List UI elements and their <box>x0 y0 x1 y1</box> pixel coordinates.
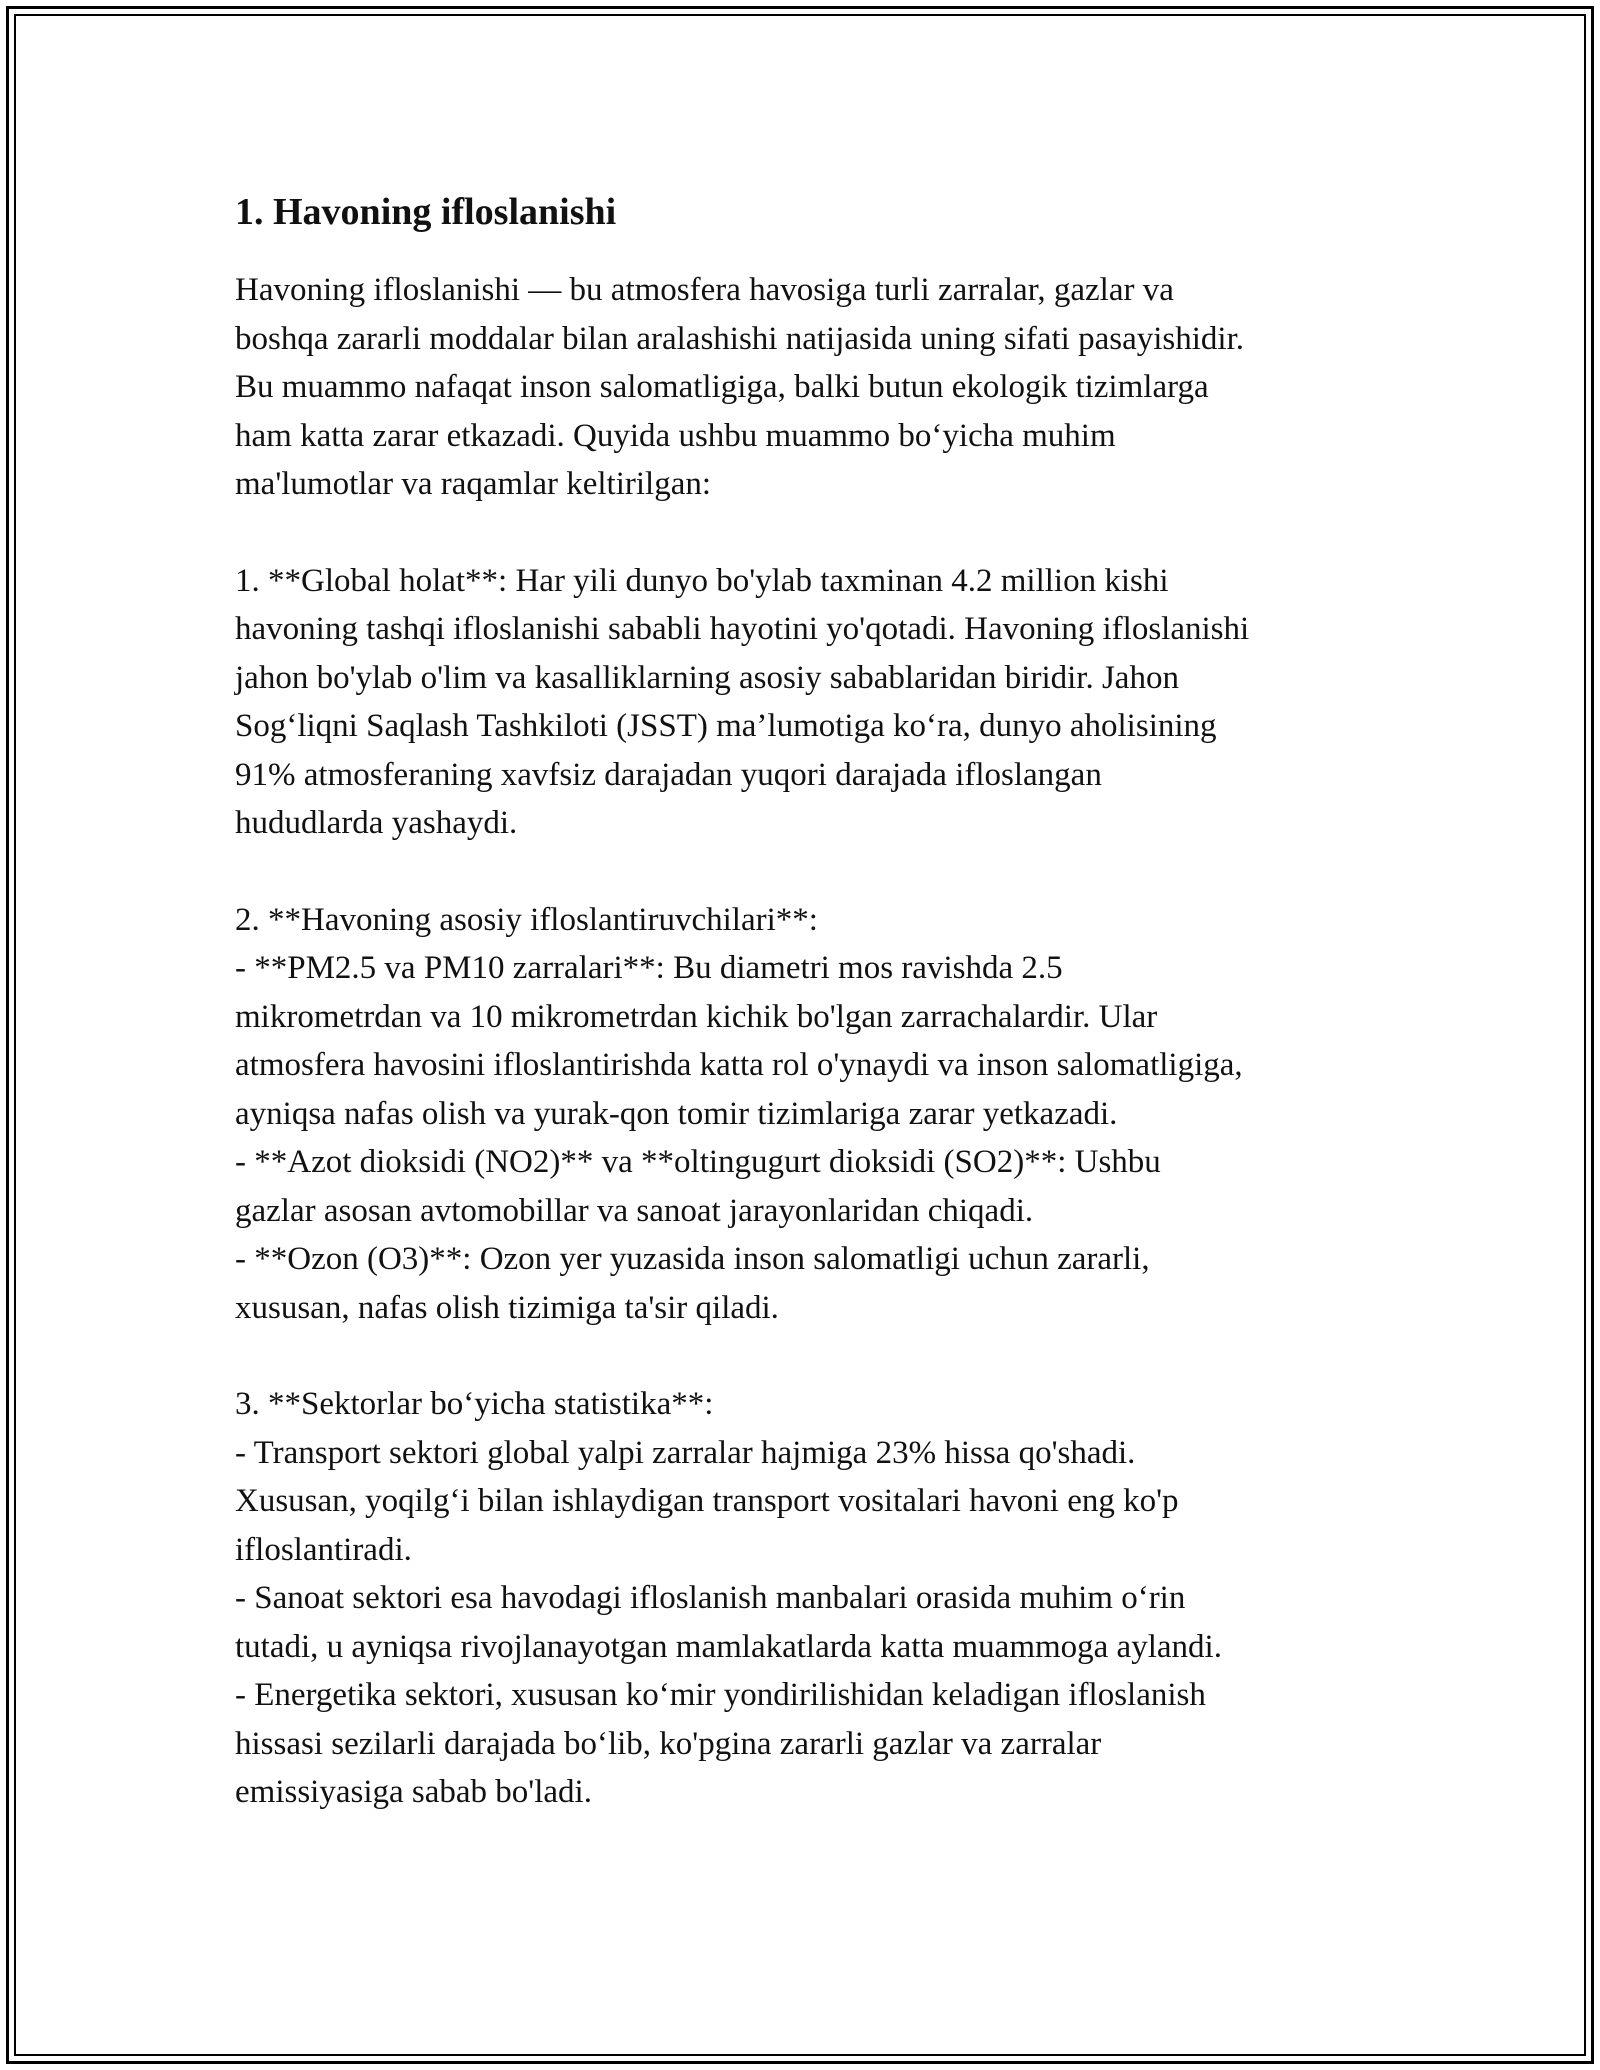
paragraph-gap <box>235 848 1385 896</box>
section-sector-statistics: 3. **Sektorlar bo‘yicha statistika**: - Transport sektori global yalpi zarralar hajmiga 23% hissa qo'shadi. Xususan, yoqilg‘i bilan ishlaydigan transport vositalari havoni eng ko'p ifloslantiradi. - Sanoat sektori esa havodagi ifloslanish manbalari orasida muhim o‘rin tutadi, u ayniqsa rivojlanayotgan mamlakatlarda katta muammoga aylandi. - Energetika sektori, xususan ko‘mir yondirilishidan keladigan ifloslanish hissasi sezilarli darajada bo‘lib, ko'pgina zararli gazlar va zarralar emissiyasiga sabab bo'ladi. <box>235 1386 1222 1810</box>
document-body <box>235 188 1385 1817</box>
section-main-pollutants: 2. **Havoning asosiy ifloslantiruvchilari**: - **PM2.5 va PM10 zarralari**: Bu diametri mos ravishda 2.5 mikrometrdan va 10 mikrometrdan kichik bo'lgan zarrachalardir. Ular atmosfera havosini ifloslantirishda katta rol o'ynaydi va inson salomatligiga, ayniqsa nafas olish va yurak-qon tomir tizimlariga zarar yetkazadi. - **Azot dioksidi (NO2)** va **oltingugurt dioksidi (SO2)**: Ushbu gazlar asosan avtomobillar va sanoat jarayonlaridan chiqadi. - **Ozon (O3)**: Ozon yer yuzasida inson salomatligi uchun zararli, xususan, nafas olish tizimiga ta'sir qiladi. <box>235 901 1243 1326</box>
paragraph-gap <box>235 509 1385 557</box>
paragraph-gap <box>235 1332 1385 1380</box>
document-title: 1. Havoning ifloslanishi <box>235 191 617 233</box>
intro-paragraph: Havoning ifloslanishi — bu atmosfera havosiga turli zarralar, gazlar va boshqa zararli moddalar bilan aralashishi natijasida uning sifati pasayishidir. Bu muammo nafaqat inson salomatligiga, balki butun ekologik tizimlarga ham katta zarar etkazadi. Quyida ushbu muammo bo‘yicha muhim ma'lumotlar va raqamlar keltirilgan: <box>235 272 1244 502</box>
section-global-status: 1. **Global holat**: Har yili dunyo bo'ylab taxminan 4.2 million kishi havoning tashqi ifloslanishi sababli hayotini yo'qotadi. Havoning ifloslanishi jahon bo'ylab o'lim va kasalliklarning asosiy sabablaridan biridir. Jahon Sog‘liqni Saqlash Tashkiloti (JSST) ma’lumotiga ko‘ra, dunyo aholisining 91% atmosferaning xavfsiz darajadan yuqori darajada ifloslangan hududlarda yashaydi. <box>235 562 1250 841</box>
